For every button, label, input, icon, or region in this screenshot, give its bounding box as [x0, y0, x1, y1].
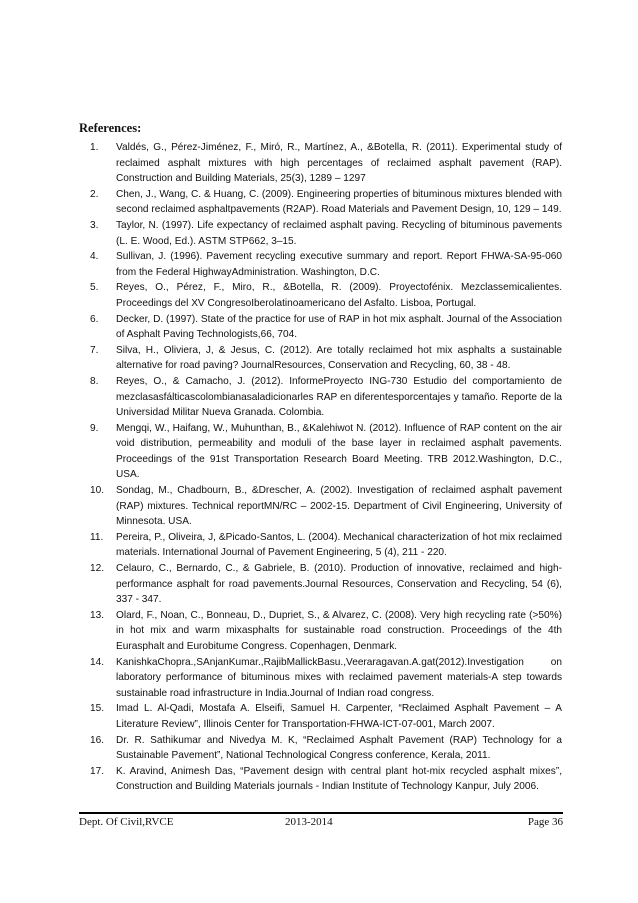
reference-number: 1. [90, 142, 99, 153]
reference-text: Sondag, M., Chadbourn, B., &Drescher, A. (2002). Investigation of reclaimed asphalt pavement (RAP) mixtures. Technical reportMN/RC – 2002-15. Department of Civil Engineering, University of Minnesota. USA. [116, 485, 562, 528]
reference-text: Imad L. Al-Qadi, Mostafa A. Elseifi, Samuel H. Carpenter, “Reclaimed Asphalt Pavement – A Literature Review”, Illinois Center for Transportation-FHWA-ICT-07-001, March 2007. [116, 703, 562, 730]
reference-item [90, 483, 562, 530]
footer-department: Dept. Of Civil,RVCE [79, 816, 174, 828]
reference-text: Pereira, P., Oliveira, J, &Picado-Santos, L. (2004). Mechanical characterization of hot mix reclaimed materials. International Journal of Pavement Engineering, 5 (4), 211 - 220. [116, 531, 562, 559]
reference-number: 15. [90, 703, 105, 715]
reference-text: Sullivan, J. (1996). Pavement recycling executive summary and report. Report FHWA-SA-95-060 from the Federal HighwayAdministration. Washington, D.C. [116, 251, 562, 278]
reference-text: Olard, F., Noan, C., Bonneau, D., Dupriet, S., & Alvarez, C. (2008). Very high recycling rate (>50%) in hot mix and warm mixasphalts for sustainable road construction. Proceedings of the 4th Eurasphalt and Eurobitume Congress. Copenhagen, Denmark. [116, 609, 562, 652]
reference-text: Decker, D. (1997). State of the practice for use of RAP in hot mix asphalt. Journal of the Association of Asphalt Paving Technologists,66, 704. [116, 313, 562, 341]
footer-page-number: Page 36 [527, 816, 563, 828]
reference-number: 10. [90, 485, 105, 497]
reference-item [90, 655, 562, 702]
reference-item [90, 249, 562, 280]
footer-divider [79, 812, 563, 814]
footer-year: 2013-2014 [285, 816, 333, 828]
reference-item [90, 374, 562, 421]
reference-number: 16. [90, 734, 105, 746]
reference-text: Chen, J., Wang, C. & Huang, C. (2009). Engineering properties of bituminous mixtures blended with second reclaimed asphaltpavements (R2AP). Road Materials and Pavement Design, 10, 129 – 149. [116, 188, 562, 216]
reference-item [90, 608, 562, 655]
reference-number: 8. [90, 375, 99, 387]
reference-item [90, 421, 562, 483]
reference-text: Valdés, G., Pérez-Jiménez, F., Miró, R., Martínez, A., &Botella, R. (2011). Experimental study of reclaimed asphalt mixtures with high percentages of reclaimed asphalt pavement (RAP). Construction and Building Materials, 25(3), 1289 – 1297 [116, 142, 562, 185]
reference-number: 12. [90, 563, 105, 575]
reference-text: Reyes, O., Pérez, F., Miro, R., &Botella, R. (2009). Proyectofénix. Mezclassemicalientes. Proceedings del XV CongresoIberolatinoamericano del Asfalto. Lisboa, Portugal. [116, 282, 562, 309]
reference-text: Reyes, O., & Camacho, J. (2012). InformeProyecto ING-730 Estudio del comportamiento de mezclasasfálticascolombianasaladicionarles RAP en diferentesporcentajes y tamaño. Reporte de la Universidad Militar Nueva Granada. Colombia. [116, 375, 562, 419]
reference-number: 3. [90, 219, 99, 231]
reference-text: Dr. R. Sathikumar and Nivedya M. K, “Reclaimed Asphalt Pavement (RAP) Technology for a Sustainable Pavement”, National Technological Congress conference, Kerala, 2011. [116, 734, 562, 762]
reference-text: Taylor, N. (1997). Life expectancy of reclaimed asphalt paving. Recycling of bituminous pavements (L. E. Wood, Ed.). ASTM STP662, 3–15. [116, 219, 562, 247]
reference-list [90, 140, 562, 795]
reference-item [90, 218, 562, 249]
reference-number: 14. [90, 656, 105, 668]
reference-item [90, 764, 562, 795]
reference-number: 5. [90, 282, 99, 294]
reference-item [90, 343, 562, 374]
reference-number: 6. [90, 313, 99, 325]
reference-number: 17. [90, 765, 105, 777]
reference-item [90, 312, 562, 343]
reference-number: 11. [90, 531, 104, 543]
reference-number: 2. [90, 188, 99, 200]
reference-text: Mengqi, W., Haifang, W., Muhunthan, B., &Kalehiwot N. (2012). Influence of RAP content on the air void distribution, permeability and moduli of the base layer in reclaimed asphalt pavements. Proceedings of the 91st Transportation Research Board Meeting. TRB 2012.Washington, D.C., USA. [116, 422, 562, 481]
reference-text: Silva, H., Oliviera, J, & Jesus, C. (2012). Are totally reclaimed hot mix asphalts a sustainable alternative for road paving? JournalResources, Conservation and Recycling, 60, 38 - 48. [116, 344, 562, 372]
reference-item [90, 733, 562, 764]
reference-number: 13. [90, 609, 105, 621]
reference-number: 7. [90, 344, 99, 356]
reference-item [90, 530, 562, 561]
reference-item [90, 561, 562, 608]
reference-item [90, 187, 562, 218]
reference-item [90, 140, 562, 187]
reference-text: KanishkaChopra.,SAnjanKumar.,RajibMallickBasu.,Veeraragavan.A.gat(2012).Investigation on laboratory performance of bituminous mixes with reclaimed pavement materials-A step towards sustainable road infrastructure in India.Journal of Indian road congress. [116, 656, 562, 699]
reference-item [90, 280, 562, 311]
reference-number: 4. [90, 251, 99, 263]
reference-text: Celauro, C., Bernardo, C., & Gabriele, B. (2010). Production of innovative, reclaimed and high-performance asphalt for road pavements.Journal Resources, Conservation and Recycling, 54 (6), 337 - 347. [116, 563, 562, 606]
reference-text: K. Aravind, Animesh Das, “Pavement design with central plant hot-mix recycled asphalt mixes”, Construction and Building Materials journals - Indian Institute of Technology Kanpur, July 2006. [116, 765, 562, 793]
reference-item [90, 701, 562, 732]
reference-number: 9. [90, 422, 99, 434]
references-heading: References: [79, 121, 142, 135]
